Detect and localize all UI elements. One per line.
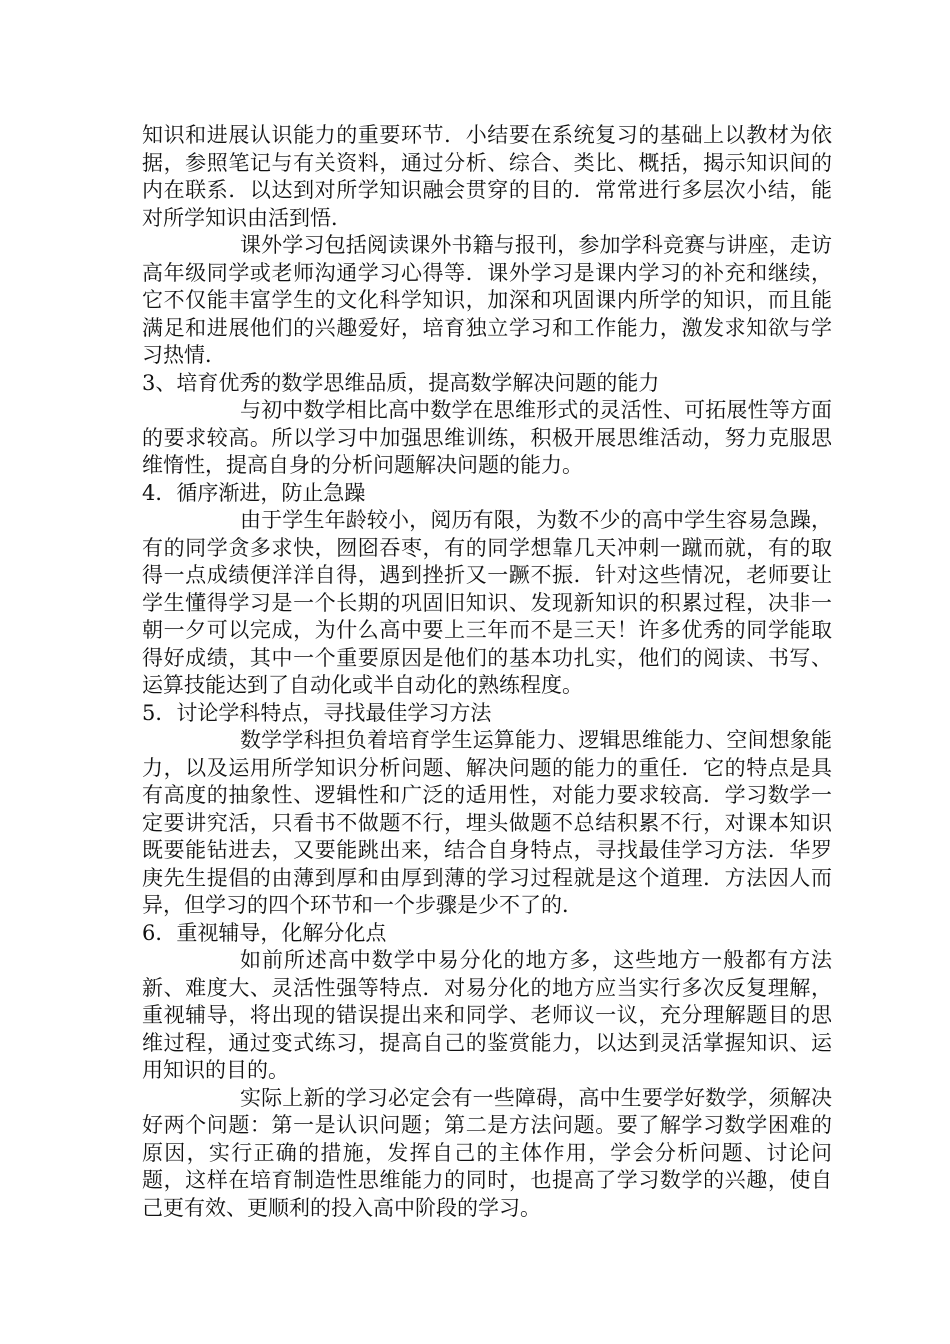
paragraph: 数学学科担负着培育学生运算能力、逻辑思维能力、空间想象能力，以及运用所学知识分析问题、解决问题的能力的重任．它的特点是具有高度的抽象性、逻辑性和广泛的适用性，对能力要求较高．学习数学一定要讲究活，只看书不做题不行，埋头做题不总结积累不行，对课本知识既要能钻进去，又要能跳出来，结合自身特点，寻找最佳学习方法．华罗庚先生提倡的由薄到厚和由厚到薄的学习过程就是这个道理．方法因人而异，但学习的四个环节和一个步骤是少不了的． [142, 728, 832, 917]
paragraph: 知识和进展认识能力的重要环节．小结要在系统复习的基础上以教材为依据，参照笔记与有关资料，通过分析、综合、类比、概括，揭示知识间的内在联系．以达到对所学知识融会贯穿的目的．常常进行多层次小结，能对所学知识由活到悟． [142, 123, 832, 230]
section-heading: 6．重视辅导，化解分化点 [142, 920, 387, 945]
section-heading: 4．循序渐进，防止急躁 [142, 480, 366, 505]
paragraph: 与初中数学相比高中数学在思维形式的灵活性、可拓展性等方面的要求较高。所以学习中加强思维训练，积极开展思维活动，努力克服思维惰性，提高自身的分析问题解决问题的能力。 [142, 398, 832, 477]
document-body [142, 122, 832, 1222]
paragraph: 实际上新的学习必定会有一些障碍，高中生要学好数学，须解决好两个问题：第一是认识问题；第二是方法问题。要了解学习数学困难的原因，实行正确的措施，发挥自己的主体作用，学会分析问题、讨论问题，这样在培育制造性思维能力的同时，也提高了学习数学的兴趣，使自己更有效、更顺利的投入高中阶段的学习。 [142, 1085, 832, 1220]
section-heading: 3、培育优秀的数学思维品质，提高数学解决问题的能力 [142, 370, 660, 395]
paragraph: 课外学习包括阅读课外书籍与报刊，参加学科竞赛与讲座，走访高年级同学或老师沟通学习心得等．课外学习是课内学习的补充和继续，它不仅能丰富学生的文化科学知识，加深和巩固课内所学的知识，而且能满足和进展他们的兴趣爱好，培育独立学习和工作能力，激发求知欲与学习热情． [142, 233, 832, 367]
paragraph: 如前所述高中数学中易分化的地方多，这些地方一般都有方法新、难度大、灵活性强等特点．对易分化的地方应当实行多次反复理解，重视辅导，将出现的错误提出来和同学、老师议一议，充分理解题目的思维过程，通过变式练习，提高自己的鉴赏能力，以达到灵活掌握知识、运用知识的目的。 [142, 948, 832, 1082]
paragraph: 由于学生年龄较小，阅历有限，为数不少的高中学生容易急躁，有的同学贪多求快，囫囵吞枣，有的同学想靠几天冲刺一蹴而就，有的取得一点成绩便洋洋自得，遇到挫折又一蹶不振．针对这些情况，老师要让学生懂得学习是一个长期的巩固旧知识、发现新知识的积累过程，决非一朝一夕可以完成，为什么高中要上三年而不是三天！许多优秀的同学能取得好成绩，其中一个重要原因是他们的基本功扎实，他们的阅读、书写、运算技能达到了自动化或半自动化的熟练程度。 [142, 508, 832, 697]
section-heading: 5．讨论学科特点，寻找最佳学习方法 [142, 700, 492, 725]
